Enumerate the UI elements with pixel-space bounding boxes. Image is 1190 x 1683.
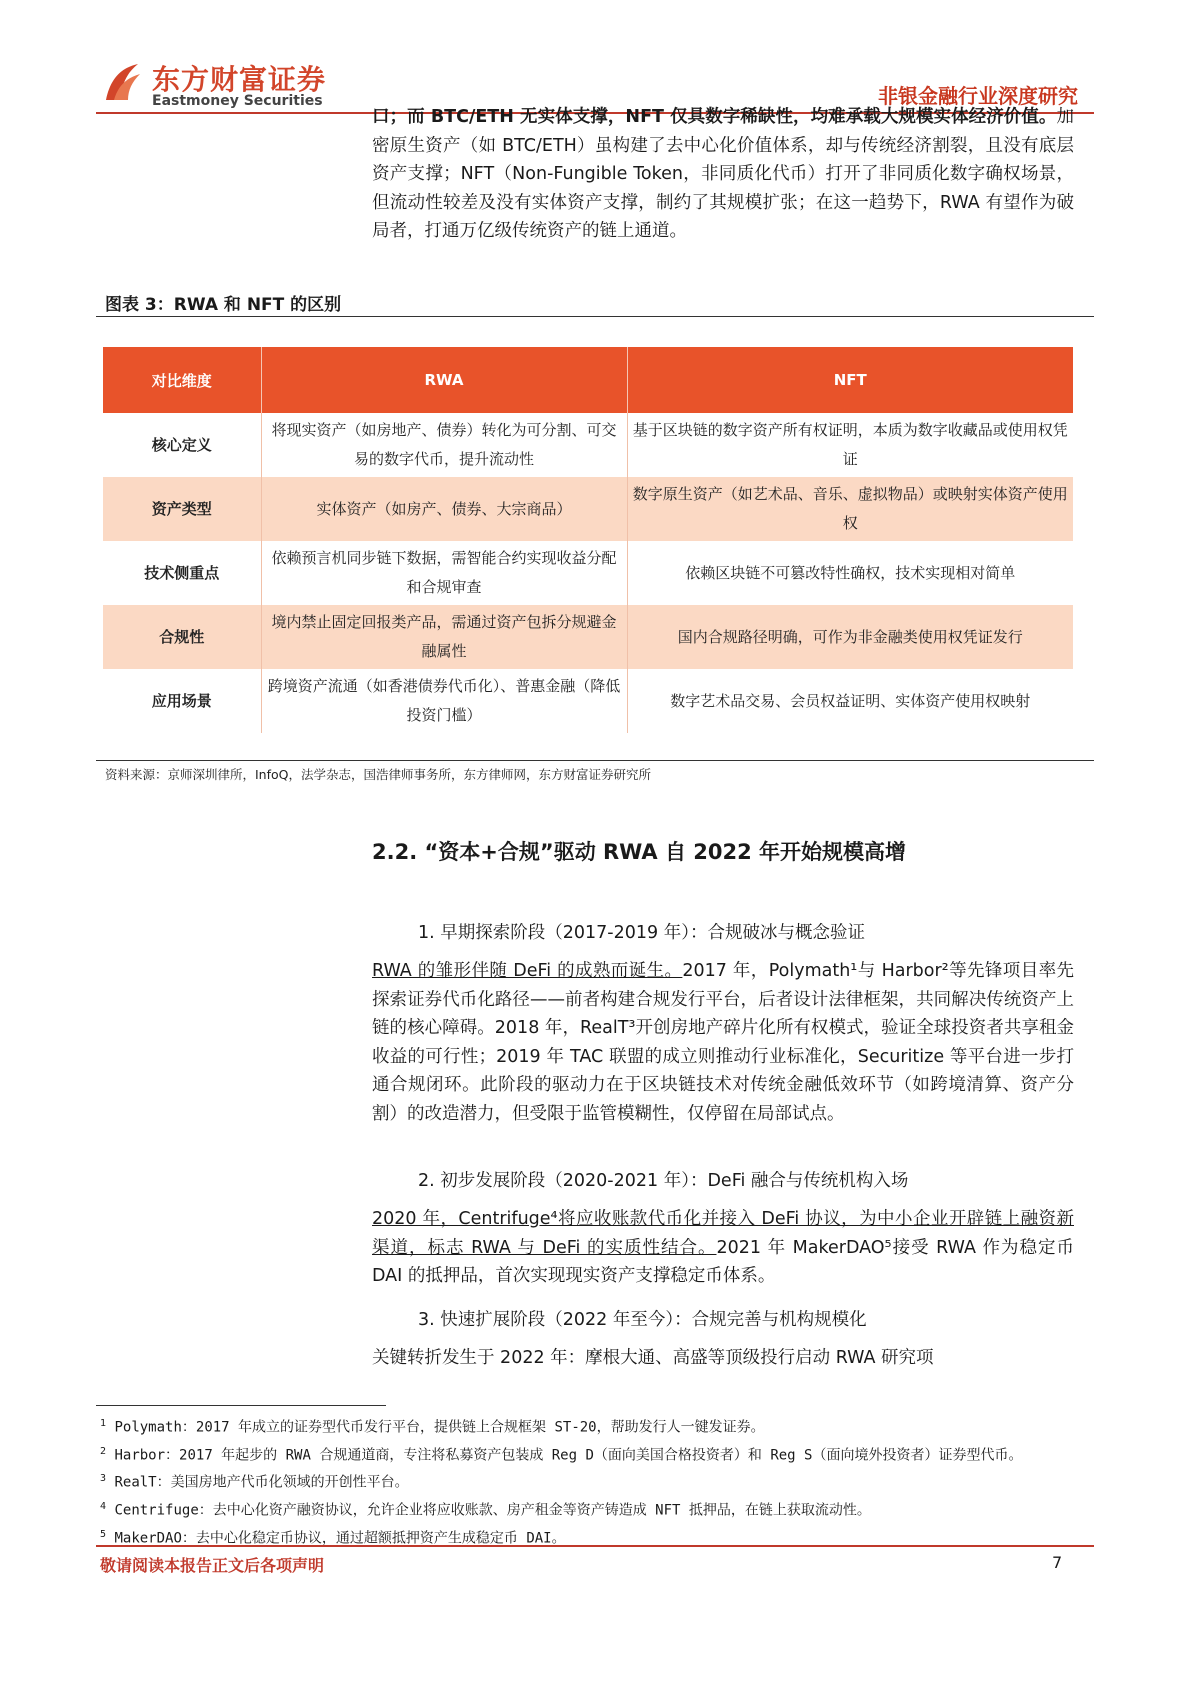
section-heading: 2.2. “资本+合规”驱动 RWA 自 2022 年开始规模高增 (372, 840, 907, 864)
header-dimension: 对比维度 (103, 347, 261, 413)
figure-title: 图表 3：RWA 和 NFT 的区别 (105, 295, 342, 315)
footnote-number: 2 (100, 1445, 107, 1457)
row-dimension: 技术侧重点 (103, 541, 261, 605)
footnote-text: MakerDAO：去中心化稳定币协议，通过超额抵押资产生成稳定币 DAI。 (114, 1530, 566, 1547)
stage1-title: 1. 早期探索阶段（2017-2019 年）：合规破冰与概念验证 (418, 923, 865, 943)
logo-english-name: Eastmoney Securities (152, 93, 323, 109)
header-nft: NFT (627, 347, 1073, 413)
table-row (103, 605, 1073, 669)
footnote-number: 1 (100, 1418, 107, 1429)
intro-bold-lead: 口；而 BTC/ETH 无实体支撑，NFT 仅具数字稀缺性，均难承载大规模实体经济价值。 (372, 107, 1057, 127)
row-dimension: 核心定义 (103, 413, 261, 477)
row-rwa-cell: 跨境资产流通（如香港债券代币化）、普惠金融（降低投资门槛） (261, 669, 627, 733)
footnote-item (100, 1467, 1090, 1495)
table-header-row (103, 347, 1073, 413)
stage3-title: 3. 快速扩展阶段（2022 年至今）：合规完善与机构规模化 (418, 1310, 867, 1330)
footnote-item (100, 1440, 1090, 1468)
footnote-number: 4 (100, 1500, 107, 1512)
row-nft-cell: 基于区块链的数字资产所有权证明，本质为数字收藏品或使用权凭证 (627, 413, 1073, 477)
footer-divider (96, 1545, 1094, 1547)
row-rwa-cell: 境内禁止固定回报类产品，需通过资产包拆分规避金融属性 (261, 605, 627, 669)
figure-top-rule (96, 316, 1094, 317)
row-rwa-cell: 将现实资产（如房地产、债券）转化为可分割、可交易的数字代币，提升流动性 (261, 413, 627, 477)
row-nft-cell: 国内合规路径明确，可作为非金融类使用权凭证发行 (627, 605, 1073, 669)
footnote-number: 5 (100, 1528, 107, 1540)
header-rwa: RWA (261, 347, 627, 413)
intro-body: 加密原生资产（如 BTC/ETH）虽构建了去中心化价值体系，却与传统经济割裂，且没有底层资产支撑；NFT（Non-Fungible Token，非同质化代币）打开了非同质化数字确权场景，但流动性较差及没有实体资产支撑，制约了其规模扩张；在这一趋势下，RWA 有望作为破局者，打通万亿级传统资产的链上通道。 (372, 107, 1074, 241)
footnote-text: Centrifuge：去中心化资产融资协议，允许企业将应收账款、房产租金等资产铸造成 NFT 抵押品，在链上获取流动性。 (114, 1502, 871, 1519)
row-rwa-cell: 依赖预言机同步链下数据，需智能合约实现收益分配和合规审查 (261, 541, 627, 605)
row-nft-cell: 依赖区块链不可篡改特性确权，技术实现相对简单 (627, 541, 1073, 605)
stage1-lead: RWA 的雏形伴随 DeFi 的成熟而诞生。 (372, 961, 683, 981)
intro-paragraph (372, 103, 1074, 246)
stage2-body: 2021 年 MakerDAO⁵接受 RWA 作为稳定币 DAI 的抵押品，首次实现现实资产支撑稳定币体系。 (372, 1237, 1074, 1286)
footnote-divider (96, 1405, 386, 1406)
stage2-lead: 2020 年，Centrifuge⁴将应收账款代币化并接入 DeFi 协议，为中小企业开辟链上融资新渠道，标志 RWA 与 DeFi 的实质性结合。 (372, 1209, 1074, 1258)
row-dimension: 应用场景 (103, 669, 261, 733)
row-nft-cell: 数字艺术品交易、会员权益证明、实体资产使用权映射 (627, 669, 1073, 733)
table-row (103, 669, 1073, 733)
row-rwa-cell: 实体资产（如房产、债券、大宗商品） (261, 477, 627, 541)
footnote-item (100, 1495, 1090, 1523)
stage2-paragraph (372, 1205, 1074, 1291)
table-row (103, 541, 1073, 605)
stage2-title: 2. 初步发展阶段（2020-2021 年）：DeFi 融合与传统机构入场 (418, 1171, 909, 1191)
footnote-text: RealT：美国房地产代币化领域的开创性平台。 (114, 1474, 409, 1491)
footnote-text: Polymath：2017 年成立的证券型代币发行平台，提供链上合规框架 ST-20，帮助发行人一键发证券。 (114, 1419, 765, 1436)
eastmoney-logo-icon (100, 60, 144, 104)
stage3-paragraph: 关键转折发生于 2022 年：摩根大通、高盛等顶级投行启动 RWA 研究项 (372, 1348, 934, 1368)
footnote-list (100, 1412, 1090, 1550)
row-nft-cell: 数字原生资产（如艺术品、音乐、虚拟物品）或映射实体资产使用权 (627, 477, 1073, 541)
footer-disclaimer: 敬请阅读本报告正文后各项声明 (100, 1556, 325, 1575)
logo-chinese-name: 东方财富证券 (152, 63, 327, 96)
row-dimension: 合规性 (103, 605, 261, 669)
stage1-body: 2017 年，Polymath¹与 Harbor²等先锋项目率先探索证券代币化路径——前者构建合规发行平台，后者设计法律框架，共同解决传统资产上链的核心障碍。2018 年，RealT³开创房地产碎片化所有权模式，验证全球投资者共享租金收益的可行性；2019 年 TAC 联盟的成立则推动行业标准化，Securitize 等平台进一步打通合规闭环。此阶段的驱动力在于区块链技术对传统金融低效环节（如跨境清算、资产分割）的改造潜力，但受限于监管模糊性，仅停留在局部试点。 (372, 961, 1075, 1124)
footnote-item (100, 1412, 1090, 1440)
table-row (103, 477, 1073, 541)
stage1-paragraph (372, 957, 1074, 1128)
report-type: 非银金融行业深度研究 (878, 84, 1078, 108)
footnote-text: Harbor：2017 年起步的 RWA 合规通道商，专注将私募资产包装成 Reg D（面向美国合格投资者）和 Reg S（面向境外投资者）证券型代币。 (114, 1447, 1023, 1464)
figure-source: 资料来源：京师深圳律所，InfoQ，法学杂志，国浩律师事务所，东方律师网，东方财富证券研究所 (105, 767, 651, 782)
figure-bottom-rule (96, 760, 1094, 761)
comparison-table (103, 347, 1073, 733)
row-dimension: 资产类型 (103, 477, 261, 541)
footnote-number: 3 (100, 1473, 107, 1485)
page-number: 7 (1052, 1553, 1063, 1572)
table-row (103, 413, 1073, 477)
